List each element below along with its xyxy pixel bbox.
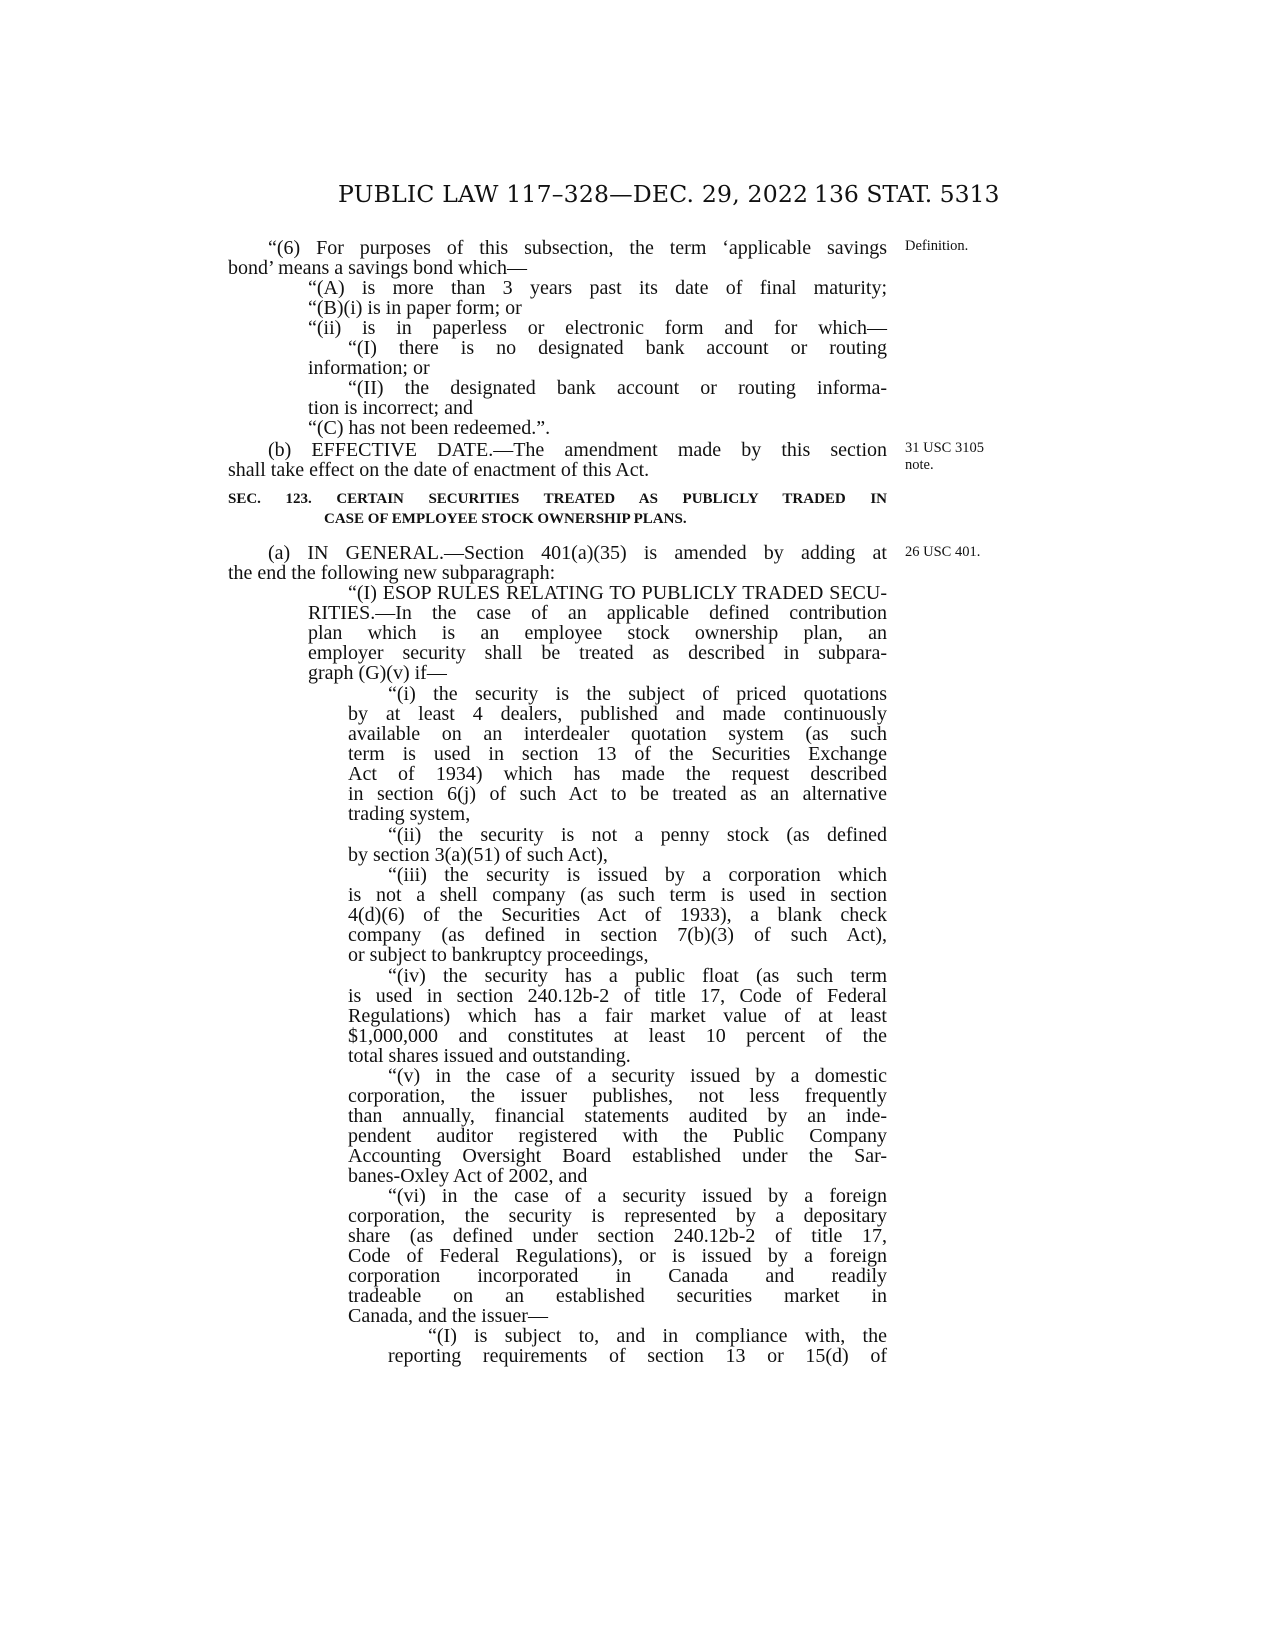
body-line: trading system, (348, 803, 471, 825)
body-line: “(6) For purposes of this subsection, the term ‘applicable savings (268, 237, 887, 259)
body-line: available on an interdealer quotation system (as such (348, 723, 887, 745)
body-text (228, 0, 887, 1650)
body-line: in section 6(j) of such Act to be treated as an alternative (348, 783, 887, 805)
body-line: “(ii) the security is not a penny stock (as defined (388, 824, 887, 846)
margin-note-definition: Definition. (905, 238, 969, 254)
body-line: reporting requirements of section 13 or 15(d) of (388, 1345, 887, 1367)
body-line: total shares issued and outstanding. (348, 1045, 631, 1067)
body-line: the end the following new subparagraph: (228, 562, 556, 584)
body-line: 4(d)(6) of the Securities Act of 1933), a blank check (348, 904, 887, 926)
body-line: Accounting Oversight Board established under the Sar- (348, 1145, 887, 1167)
body-line: “(C) has not been redeemed.”. (308, 417, 551, 439)
body-line: “(I) is subject to, and in compliance with, the (428, 1325, 887, 1347)
body-line: by at least 4 dealers, published and made continuously (348, 703, 887, 725)
body-line: term is used in section 13 of the Securities Exchange (348, 743, 887, 765)
body-line: is not a shell company (as such term is used in section (348, 884, 887, 906)
section-heading-line-1: SEC. 123. CERTAIN SECURITIES TREATED AS PUBLICLY TRADED IN (228, 491, 887, 507)
body-line: company (as defined in section 7(b)(3) of such Act), (348, 924, 887, 946)
body-line: (a) IN GENERAL.—Section 401(a)(35) is amended by adding at (268, 542, 887, 564)
body-line: corporation incorporated in Canada and readily (348, 1265, 887, 1287)
body-line: is used in section 240.12b-2 of title 17, Code of Federal (348, 985, 887, 1007)
body-line: “(iii) the security is issued by a corporation which (388, 864, 887, 886)
body-line: employer security shall be treated as described in subpara- (308, 642, 887, 664)
body-line: banes-Oxley Act of 2002, and (348, 1165, 588, 1187)
body-line: corporation, the issuer publishes, not less frequently (348, 1085, 887, 1107)
margin-note-usc-3105: 31 USC 3105 (905, 440, 984, 456)
body-line: information; or (308, 357, 430, 379)
body-line: “(iv) the security has a public float (as such term (388, 965, 887, 987)
body-line: “(I) there is no designated bank account or routing (348, 337, 887, 359)
body-line: (b) EFFECTIVE DATE.—The amendment made by this section (268, 439, 887, 461)
body-line: Code of Federal Regulations), or is issued by a foreign (348, 1245, 887, 1267)
body-line: graph (G)(v) if— (308, 662, 447, 684)
body-line: “(A) is more than 3 years past its date of final maturity; (308, 277, 887, 299)
body-line: or subject to bankruptcy proceedings, (348, 944, 649, 966)
body-line: $1,000,000 and constitutes at least 10 percent of the (348, 1025, 887, 1047)
body-line: than annually, financial statements audited by an inde- (348, 1105, 887, 1127)
body-line: “(II) the designated bank account or routing informa- (348, 377, 887, 399)
body-line: tradeable on an established securities market in (348, 1285, 887, 1307)
margin-note-note: note. (905, 457, 934, 473)
body-line: tion is incorrect; and (308, 397, 473, 419)
body-line: “(vi) in the case of a security issued by a foreign (388, 1185, 887, 1207)
margin-note-usc-401: 26 USC 401. (905, 544, 981, 560)
body-line: shall take effect on the date of enactment of this Act. (228, 459, 650, 481)
body-line: by section 3(a)(51) of such Act), (348, 844, 608, 866)
body-line: pendent auditor registered with the Public Company (348, 1125, 887, 1147)
body-line: Regulations) which has a fair market value of at least (348, 1005, 887, 1027)
body-line: “(i) the security is the subject of priced quotations (388, 683, 887, 705)
section-heading-line-2: CASE OF EMPLOYEE STOCK OWNERSHIP PLANS. (324, 511, 687, 527)
body-line: Act of 1934) which has made the request described (348, 763, 887, 785)
body-line: “(B)(i) is in paper form; or (308, 297, 522, 319)
page-header-stat: 136 STAT. 5313 (814, 180, 1000, 208)
body-line: corporation, the security is represented by a depositary (348, 1205, 887, 1227)
body-line: “(I) ESOP RULES RELATING TO PUBLICLY TRADED SECU- (348, 582, 887, 604)
body-line: “(v) in the case of a security issued by a domestic (388, 1065, 887, 1087)
body-line: RITIES.—In the case of an applicable defined contribution (308, 602, 887, 624)
body-line: bond’ means a savings bond which— (228, 257, 528, 279)
body-line: “(ii) is in paperless or electronic form and for which— (308, 317, 887, 339)
body-line: Canada, and the issuer— (348, 1305, 548, 1327)
body-line: plan which is an employee stock ownership plan, an (308, 622, 887, 644)
page-header-title: PUBLIC LAW 117–328—DEC. 29, 2022 (338, 180, 809, 208)
body-line: share (as defined under section 240.12b-2 of title 17, (348, 1225, 887, 1247)
